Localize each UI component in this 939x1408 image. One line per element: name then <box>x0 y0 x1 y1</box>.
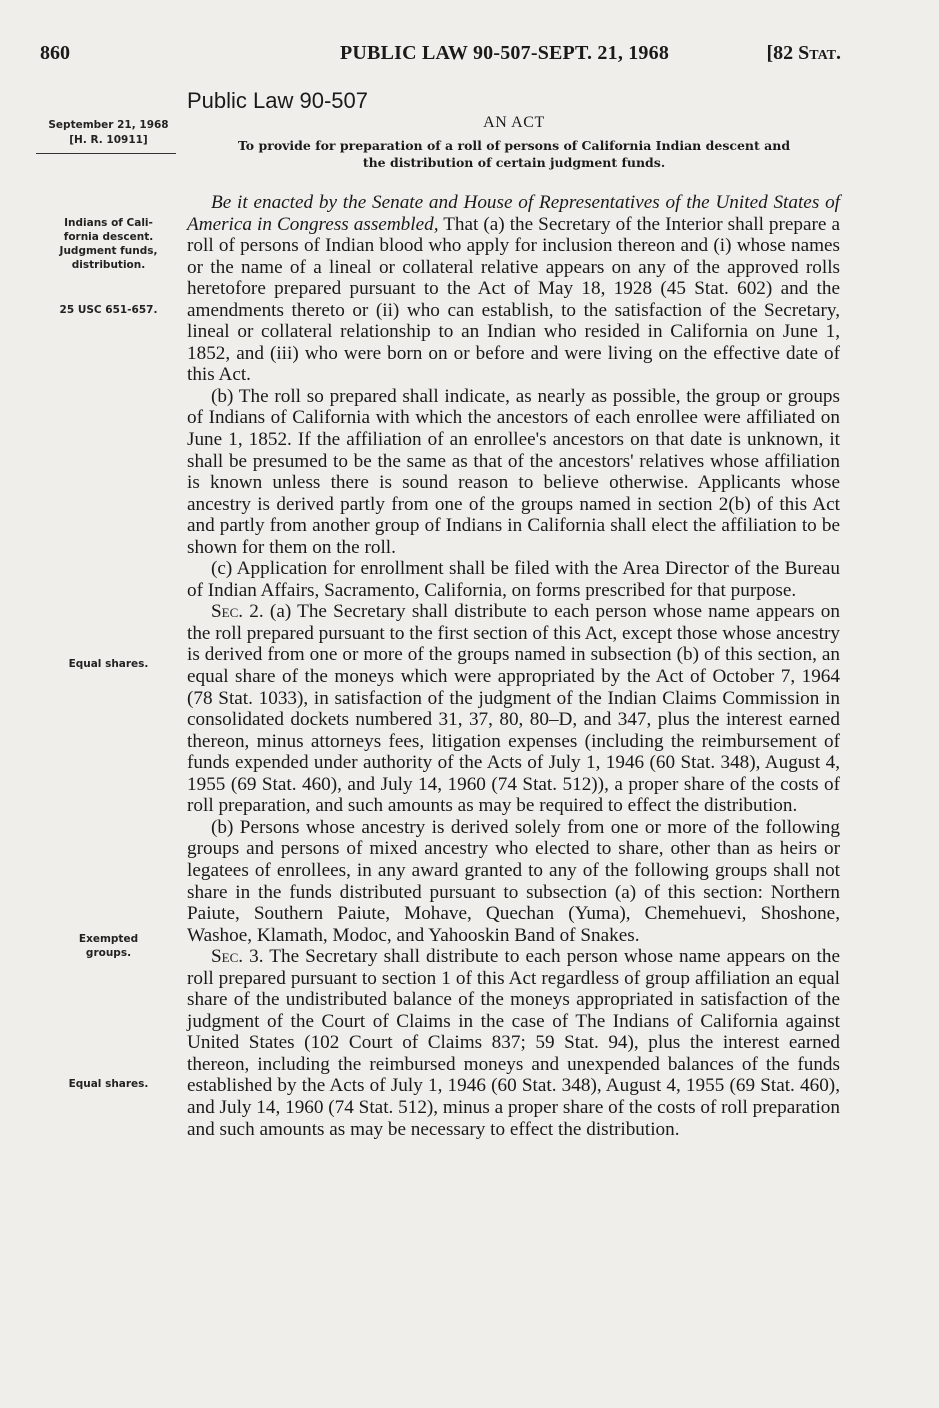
section-2-paragraph-b: (b) Persons whose ancestry is derived solely from one or more of the following groups and persons of mixed ancestry who elected to share, other than as heirs or legatees of enrollees, in any award granted to any of the following groups shall not share in the funds distributed pursuant to subsection (a) of this section: Northern Paiute, Southern Paiute, Mohave, Quechan (Yuma), Chemehuevi, Shoshone, Washoe, Klamath, Modoc, and Yahooskin Band of Snakes. <box>187 816 840 946</box>
volume-reference: [82 Stat. <box>766 42 841 64</box>
section-1a-text: That (a) the Secretary of the Interior shall prepare a roll of persons of Indian blood who apply for inclusion thereon and (i) whose names or the name of a lineal or collateral relative appears on any of the approved rolls heretofore prepared pursuant to the Act of May 18, 1928 (45 Stat. 602) and the amendments thereto or (ii) who can establish, to the satisfaction of the Secretary, lineal or collateral relationship to an Indian who resided in California on June 1, 1852, and (iii) who were born on or before and were living on the effective date of this Act. <box>187 213 840 386</box>
act-purpose <box>188 137 840 171</box>
purpose-line-1: To provide for preparation of a roll of persons of California Indian descent and <box>237 138 791 153</box>
margin-note-usc: 25 USC 651-657. <box>59 304 158 316</box>
margin-note-line: Judgment funds, <box>59 245 158 257</box>
margin-note-line: Exempted <box>78 933 139 945</box>
act-body <box>187 192 840 1140</box>
margin-note-line: fornia descent. <box>63 231 154 243</box>
margin-divider <box>36 153 176 154</box>
section-2-paragraph-a <box>187 601 840 816</box>
public-law-title: Public Law 90-507 <box>187 88 369 113</box>
margin-note-indians <box>36 216 181 272</box>
section-3-label: Sec. 3. <box>211 946 264 968</box>
section-1-paragraph-c: (c) Application for enrollment shall be filed with the Area Director of the Bureau of Indian Affairs, Sacramento, California, on forms prescribed for that purpose. <box>187 558 840 601</box>
section-3-text: The Secretary shall distribute to each person whose name appears on the roll prepared pursuant to section 1 of this Act regardless of group affiliation an equal share of the undistributed balance of the moneys appropriated in satisfaction of the judgment of the Court of Claims in the case of The Indians of California against United States (102 Court of Claims 837; 59 Stat. 94), plus the interest earned thereon, including the reimbursed moneys and unexpended balances of the funds established by the Acts of July 1, 1946 (60 Stat. 348), August 4, 1955 (69 Stat. 460), and July 14, 1960 (74 Stat. 512), minus a proper share of the costs of roll preparation and such amounts as may be necessary to effect the distribution. <box>187 946 840 1140</box>
margin-note-equal-shares: Equal shares. <box>68 658 149 670</box>
running-head <box>40 42 841 68</box>
running-title: PUBLIC LAW 90-507-SEPT. 21, 1968 <box>340 42 670 64</box>
page-number: 860 <box>40 42 70 64</box>
section-2a-text: (a) The Secretary shall distribute to each person whose name appears on the roll prepared pursuant to the first section of this Act, except those whose ancestry is derived from one or more of the groups named in subsection (b) of this section, an equal share of the moneys which were appropriated by the Act of October 7, 1964 (78 Stat. 1033), in satisfaction of the judgment of the Indian Claims Commission in consolidated dockets numbered 31, 37, 80, 80–D, and 347, plus the interest earned thereon, minus attorneys fees, litigation expenses (including the reimbursement of funds expended under authority of the Acts of July 1, 1946 (60 Stat. 348), August 4, 1955 (69 Stat. 460), and July 14, 1960 (74 Stat. 512)), a proper share of the costs of roll preparation, and such amounts as may be required to effect the distribution. <box>187 601 840 817</box>
margin-note-line: groups. <box>85 947 132 959</box>
margin-note-equal-shares-2: Equal shares. <box>68 1078 149 1090</box>
margin-note-line: Indians of Cali- <box>64 217 153 229</box>
margin-date: September 21, 1968 <box>48 119 169 131</box>
section-3-paragraph <box>187 946 840 1140</box>
margin-note-line: distribution. <box>71 259 146 271</box>
act-label: AN ACT <box>483 114 545 131</box>
section-1-paragraph-b: (b) The roll so prepared shall indicate, as nearly as possible, the group or groups of Indians of California with which the ancestors of each enrollee were affiliated on June 1, 1852. If the affiliation of an enrollee's ancestors on that date is unknown, it shall be presumed to be the same as that of the ancestors' relatives whose affiliation is known unless there is sound reason to believe otherwise. Applicants whose ancestry is derived partly from one of the groups named in section 2(b) of this Act and partly from another group of Indians in California shall elect the affiliation to be shown for them on the roll. <box>187 385 840 558</box>
enacting-clause: Be it enacted by the Senate and House of Representatives of the United States of America in Congress assembled, <box>187 192 840 235</box>
purpose-line-2: the distribution of certain judgment funds. <box>362 155 666 170</box>
section-2-label: Sec. 2. <box>211 601 264 623</box>
margin-note-exempted-groups <box>36 932 181 960</box>
section-1-paragraph-a <box>187 192 840 386</box>
margin-bill-number: [H. R. 10911] <box>69 134 148 146</box>
